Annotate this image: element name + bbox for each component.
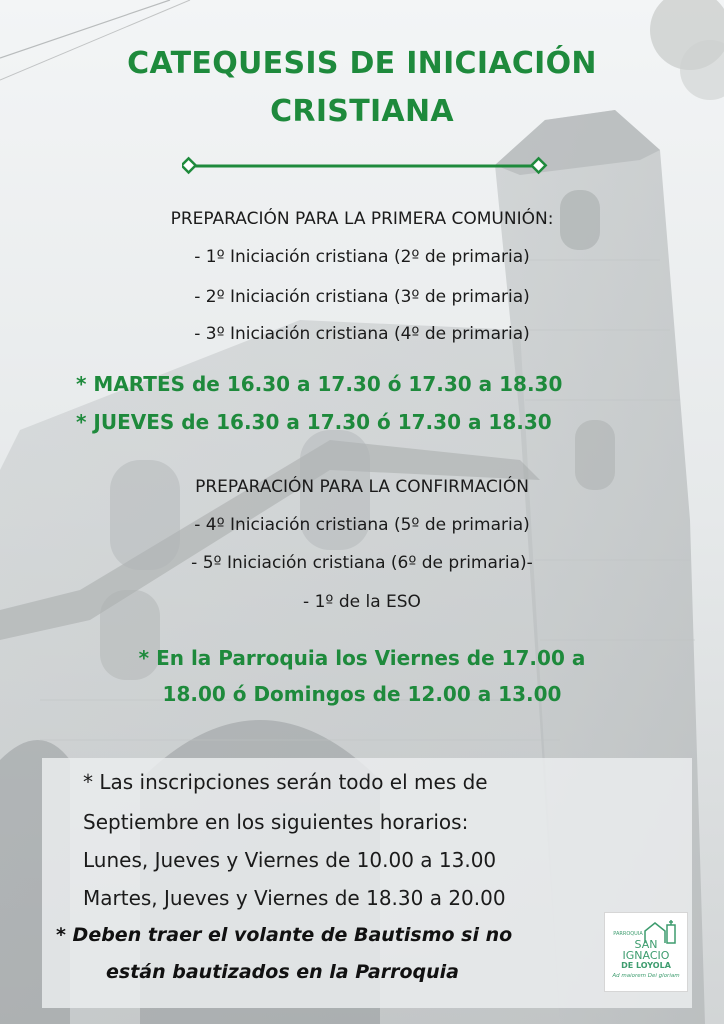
logo-line-2: IGNACIO bbox=[622, 949, 670, 962]
communion-heading: PREPARACIÓN PARA LA PRIMERA COMUNIÓN: bbox=[170, 209, 554, 229]
confirmation-schedule-line-1: * En la Parroquia los Viernes de 17.00 a bbox=[138, 646, 586, 670]
confirmation-heading: PREPARACIÓN PARA LA CONFIRMACIÓN bbox=[195, 477, 529, 497]
registration-line-2: Septiembre en los siguientes horarios: bbox=[83, 810, 469, 834]
communion-item-3: - 3º Iniciación cristiana (4º de primaria) bbox=[194, 324, 530, 344]
confirmation-schedule-line-2: 18.00 ó Domingos de 12.00 a 13.00 bbox=[162, 682, 562, 706]
diamond-line-divider-icon bbox=[182, 154, 548, 178]
logo-top-text: PARROQUIA bbox=[613, 931, 643, 937]
registration-line-4: Martes, Jueves y Viernes de 18.30 a 20.00 bbox=[83, 886, 506, 910]
registration-line-3: Lunes, Jueves y Viernes de 10.00 a 13.00 bbox=[83, 848, 497, 872]
communion-schedule-thursday: * JUEVES de 16.30 a 17.30 ó 17.30 a 18.30 bbox=[76, 410, 552, 434]
title-line-1: CATEQUESIS DE INICIACIÓN bbox=[127, 46, 597, 81]
logo-tagline: Ad maiorem Dei gloriam bbox=[612, 973, 680, 979]
confirmation-item-3: - 1º de la ESO bbox=[303, 592, 421, 612]
parish-logo bbox=[604, 912, 688, 992]
logo-line-3: DE LOYOLA bbox=[621, 961, 671, 970]
page-title bbox=[0, 40, 724, 136]
logo-line-1: SAN bbox=[634, 938, 658, 951]
title-line-2: CRISTIANA bbox=[270, 94, 454, 129]
communion-schedule-tuesday: * MARTES de 16.30 a 17.30 ó 17.30 a 18.30 bbox=[76, 372, 563, 396]
baptism-note-line-1: * Deben traer el volante de Bautismo si no bbox=[56, 924, 513, 946]
baptism-note-line-2: están bautizados en la Parroquia bbox=[106, 961, 460, 983]
communion-item-2: - 2º Iniciación cristiana (3º de primaria) bbox=[194, 287, 530, 307]
registration-line-1: * Las inscripciones serán todo el mes de bbox=[83, 770, 488, 794]
confirmation-item-2: - 5º Iniciación cristiana (6º de primaria)- bbox=[191, 553, 533, 573]
communion-item-1: - 1º Iniciación cristiana (2º de primaria) bbox=[194, 247, 530, 267]
confirmation-item-1: - 4º Iniciación cristiana (5º de primaria) bbox=[194, 515, 530, 535]
